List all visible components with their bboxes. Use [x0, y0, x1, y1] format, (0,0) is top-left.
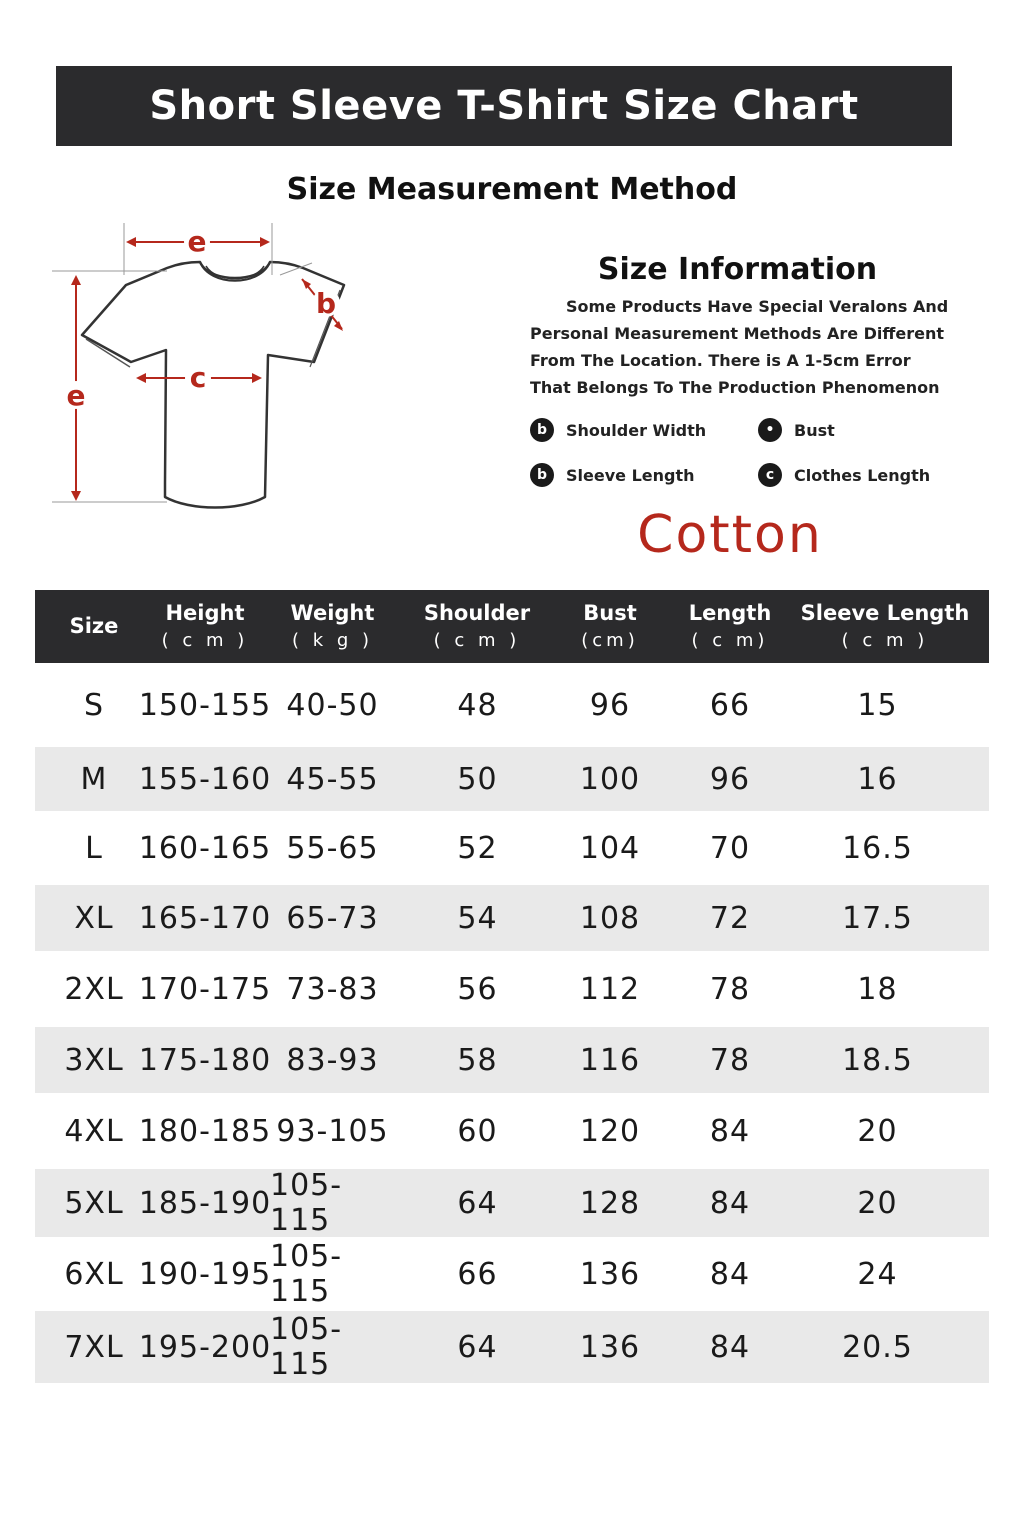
cell-size: S [83, 687, 105, 723]
cell-bust: 112 [579, 971, 641, 1007]
cell-length: 72 [709, 900, 751, 936]
legend-item-bust [758, 418, 835, 442]
cell-shoulder: 56 [457, 971, 498, 1007]
table-row [35, 885, 989, 951]
diagram-label-chest: c [189, 361, 207, 394]
header-length: Length ( c m) [688, 600, 772, 651]
cell-sleeve-length: 24 [857, 1256, 898, 1292]
table-row [35, 1237, 989, 1311]
cell-bust: 136 [579, 1256, 641, 1292]
cell-shoulder: 48 [457, 687, 498, 723]
cell-height: 195-200 [138, 1329, 272, 1365]
cell-height: 185-190 [138, 1185, 272, 1221]
cell-weight: 83-93 [286, 1042, 379, 1078]
cell-height: 160-165 [138, 830, 272, 866]
cell-shoulder: 54 [457, 900, 498, 936]
table-row [35, 951, 989, 1027]
cell-bust: 108 [579, 900, 641, 936]
table-row [35, 663, 989, 747]
cell-length: 70 [709, 830, 751, 866]
cell-sleeve-length: 16 [857, 761, 898, 797]
cell-weight: 45-55 [286, 761, 379, 797]
legend [530, 418, 950, 498]
cell-length: 66 [709, 687, 751, 723]
cell-size: 3XL [64, 1042, 124, 1078]
cell-shoulder: 50 [457, 761, 498, 797]
table-row [35, 1027, 989, 1093]
cell-bust: 128 [579, 1185, 641, 1221]
legend-item-shoulder [530, 418, 706, 442]
cell-sleeve-length: 17.5 [842, 900, 913, 936]
legend-item-sleeve [530, 463, 695, 487]
cell-sleeve-length: 20 [857, 1185, 898, 1221]
size-info-title: Size Information [597, 252, 878, 287]
legend-marker-icon: b [530, 418, 554, 442]
cell-shoulder: 60 [457, 1113, 498, 1149]
header-height: Height ( c m ) [161, 600, 249, 651]
table-row [35, 747, 989, 811]
legend-label: Clothes Length [794, 465, 931, 485]
cell-weight: 40-50 [286, 687, 379, 723]
cell-sleeve-length: 18.5 [842, 1042, 913, 1078]
cell-height: 175-180 [138, 1042, 272, 1078]
cell-length: 96 [709, 761, 751, 797]
header-shoulder: Shoulder ( c m ) [423, 600, 531, 651]
cell-height: 155-160 [138, 761, 272, 797]
cell-weight: 105-115 [270, 1312, 343, 1382]
cell-shoulder: 52 [457, 830, 498, 866]
legend-item-length [758, 463, 930, 487]
cell-height: 170-175 [138, 971, 272, 1007]
cell-length: 84 [709, 1256, 751, 1292]
cell-sleeve-length: 20.5 [842, 1329, 913, 1365]
legend-marker-icon: b [530, 463, 554, 487]
fabric-label: Cotton [637, 505, 823, 565]
cell-shoulder: 64 [457, 1329, 498, 1365]
cell-weight: 105-115 [270, 1168, 343, 1238]
cell-bust: 116 [579, 1042, 641, 1078]
cell-length: 84 [709, 1113, 751, 1149]
legend-label: Sleeve Length [566, 465, 695, 485]
cell-bust: 120 [579, 1113, 641, 1149]
cell-length: 78 [709, 1042, 751, 1078]
table-row [35, 1311, 989, 1383]
diagram-label-top: e [187, 225, 207, 258]
cell-bust: 136 [579, 1329, 641, 1365]
cell-shoulder: 66 [457, 1256, 498, 1292]
tshirt-diagram [40, 215, 370, 525]
size-info-text: Some Products Have Special Veralons And Personal Measurement Methods Are Different From The Location. There is A 1-5cm Error That Belongs To The Production Phenomenon [530, 297, 949, 397]
cell-size: 6XL [64, 1256, 124, 1292]
table-body [35, 663, 989, 1383]
cell-weight: 65-73 [286, 900, 379, 936]
cell-size: 7XL [64, 1329, 124, 1365]
tshirt-outline-icon [82, 262, 344, 508]
cell-size: 2XL [64, 971, 124, 1007]
table-row [35, 811, 989, 885]
cell-height: 190-195 [138, 1256, 272, 1292]
cell-bust: 96 [589, 687, 631, 723]
cell-height: 180-185 [138, 1113, 272, 1149]
chart-title: Short Sleeve T-Shirt Size Chart [56, 66, 952, 146]
cell-size: M [80, 761, 108, 797]
cell-size: 5XL [64, 1185, 124, 1221]
table-row [35, 1093, 989, 1169]
header-bust: Bust (cm) [581, 600, 639, 651]
cell-sleeve-length: 20 [857, 1113, 898, 1149]
legend-marker-icon: • [758, 418, 782, 442]
cell-length: 78 [709, 971, 751, 1007]
table-row [35, 1169, 989, 1237]
legend-label: Bust [794, 420, 835, 440]
diagram-label-sleeve: b [315, 287, 337, 320]
cell-height: 165-170 [138, 900, 272, 936]
cell-sleeve-length: 16.5 [842, 830, 913, 866]
cell-height: 150-155 [138, 687, 272, 723]
cell-size: XL [74, 900, 114, 936]
cell-sleeve-length: 18 [857, 971, 898, 1007]
legend-marker-icon: c [758, 463, 782, 487]
cell-weight: 105-115 [270, 1239, 343, 1309]
cell-weight: 93-105 [276, 1113, 389, 1149]
cell-size: L [85, 830, 103, 866]
cell-size: 4XL [64, 1113, 124, 1149]
table-header [35, 590, 989, 663]
cell-weight: 55-65 [286, 830, 379, 866]
legend-label: Shoulder Width [566, 420, 707, 440]
cell-bust: 100 [579, 761, 641, 797]
cell-weight: 73-83 [286, 971, 379, 1007]
header-size: Size [69, 614, 119, 638]
measurement-method-title: Size Measurement Method [286, 172, 738, 207]
diagram-label-side: e [66, 379, 86, 412]
header-weight: Weight ( k g ) [290, 600, 375, 651]
header-sleeve-length: Sleeve Length ( c m ) [800, 600, 970, 651]
cell-length: 84 [709, 1329, 751, 1365]
cell-length: 84 [709, 1185, 751, 1221]
cell-shoulder: 58 [457, 1042, 498, 1078]
size-table [35, 590, 989, 1383]
cell-sleeve-length: 15 [857, 687, 898, 723]
cell-shoulder: 64 [457, 1185, 498, 1221]
cell-bust: 104 [579, 830, 641, 866]
